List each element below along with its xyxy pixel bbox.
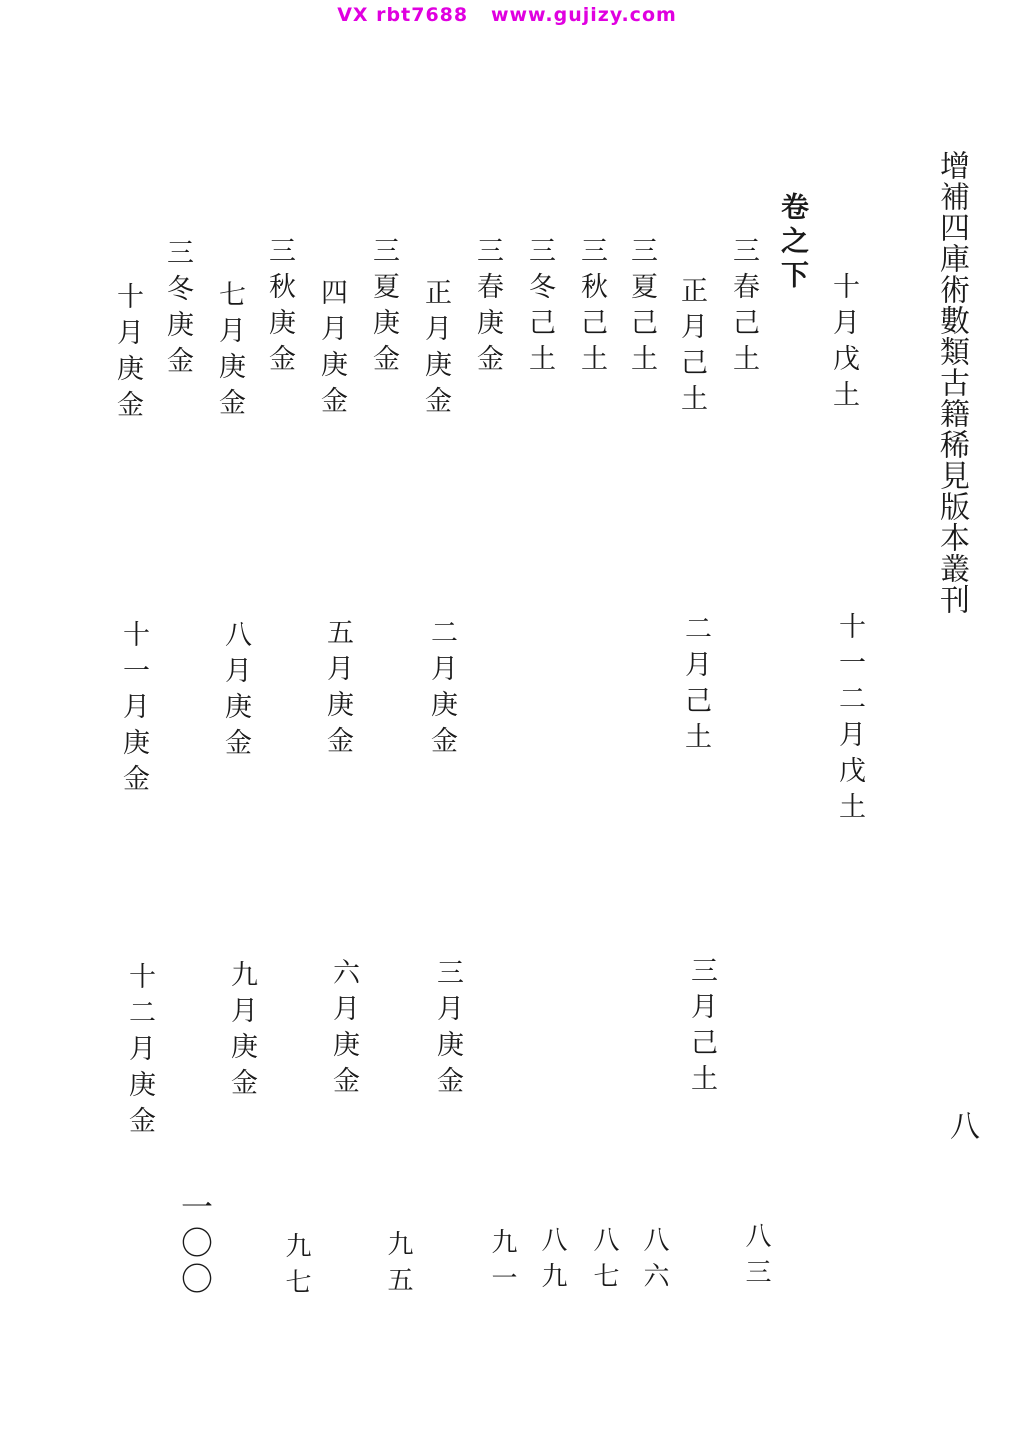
entry-sanxia-jitu: 三夏己土 xyxy=(626,236,657,380)
juan-heading: 卷之下 xyxy=(777,192,810,294)
entry-sanyue-jitu: 三月己土 xyxy=(686,956,717,1100)
entry-zhengyue-jitu: 正月己土 xyxy=(676,276,707,420)
entry-eryue-jitu: 二月己土 xyxy=(680,614,711,758)
series-title: 增補四庫術數類古籍稀見版本叢刊 xyxy=(934,150,969,615)
entry-sanyue-gengjin: 三月庚金 xyxy=(432,958,463,1102)
entry-siyue-gengjin: 四月庚金 xyxy=(316,278,347,422)
entry-sandong-jitu: 三冬己土 xyxy=(524,236,555,380)
entry-zhengyue-gengjin: 正月庚金 xyxy=(420,278,451,422)
page-ref: 九七 xyxy=(281,1232,311,1304)
entry-sanchun-jitu: 三春己土 xyxy=(728,236,759,380)
entry-shiyiyue-gengjin: 十一月庚金 xyxy=(118,620,149,800)
entry-eryue-gengjin: 二月庚金 xyxy=(426,618,457,762)
entry-wuyue-gengjin: 五月庚金 xyxy=(322,618,353,762)
entry-sanqiu-jitu: 三秋己土 xyxy=(576,236,607,380)
page-number: 八 xyxy=(944,1110,979,1140)
entry-bayue-gengjin: 八月庚金 xyxy=(220,620,251,764)
page-ref: 九一 xyxy=(487,1228,517,1300)
entry-shiyi-eryue-wutu: 十一二月戊土 xyxy=(834,612,865,828)
entry-qiyue-gengjin: 七月庚金 xyxy=(214,280,245,424)
entry-sanchun-gengjin: 三春庚金 xyxy=(472,236,503,380)
entry-shiyue-wutu: 十月戊土 xyxy=(828,272,859,416)
page-ref: 九五 xyxy=(383,1230,413,1302)
page-ref: 八六 xyxy=(639,1226,669,1298)
page-ref: 一〇〇 xyxy=(176,1190,214,1298)
entry-jiuyue-gengjin: 九月庚金 xyxy=(226,960,257,1104)
entry-shieryue-gengjin: 十二月庚金 xyxy=(124,962,155,1142)
entry-sanxia-gengjin: 三夏庚金 xyxy=(368,236,399,380)
watermark: VX rbt7688 www.gujizy.com xyxy=(337,4,677,26)
page-ref: 八九 xyxy=(537,1226,567,1298)
entry-sandong-gengjin: 三冬庚金 xyxy=(162,238,193,382)
page-ref: 八三 xyxy=(741,1222,771,1294)
entry-liuyue-gengjin: 六月庚金 xyxy=(328,958,359,1102)
page-ref: 八七 xyxy=(589,1226,619,1298)
entry-sanqiu-gengjin: 三秋庚金 xyxy=(264,236,295,380)
entry-shiyue-gengjin: 十月庚金 xyxy=(112,282,143,426)
